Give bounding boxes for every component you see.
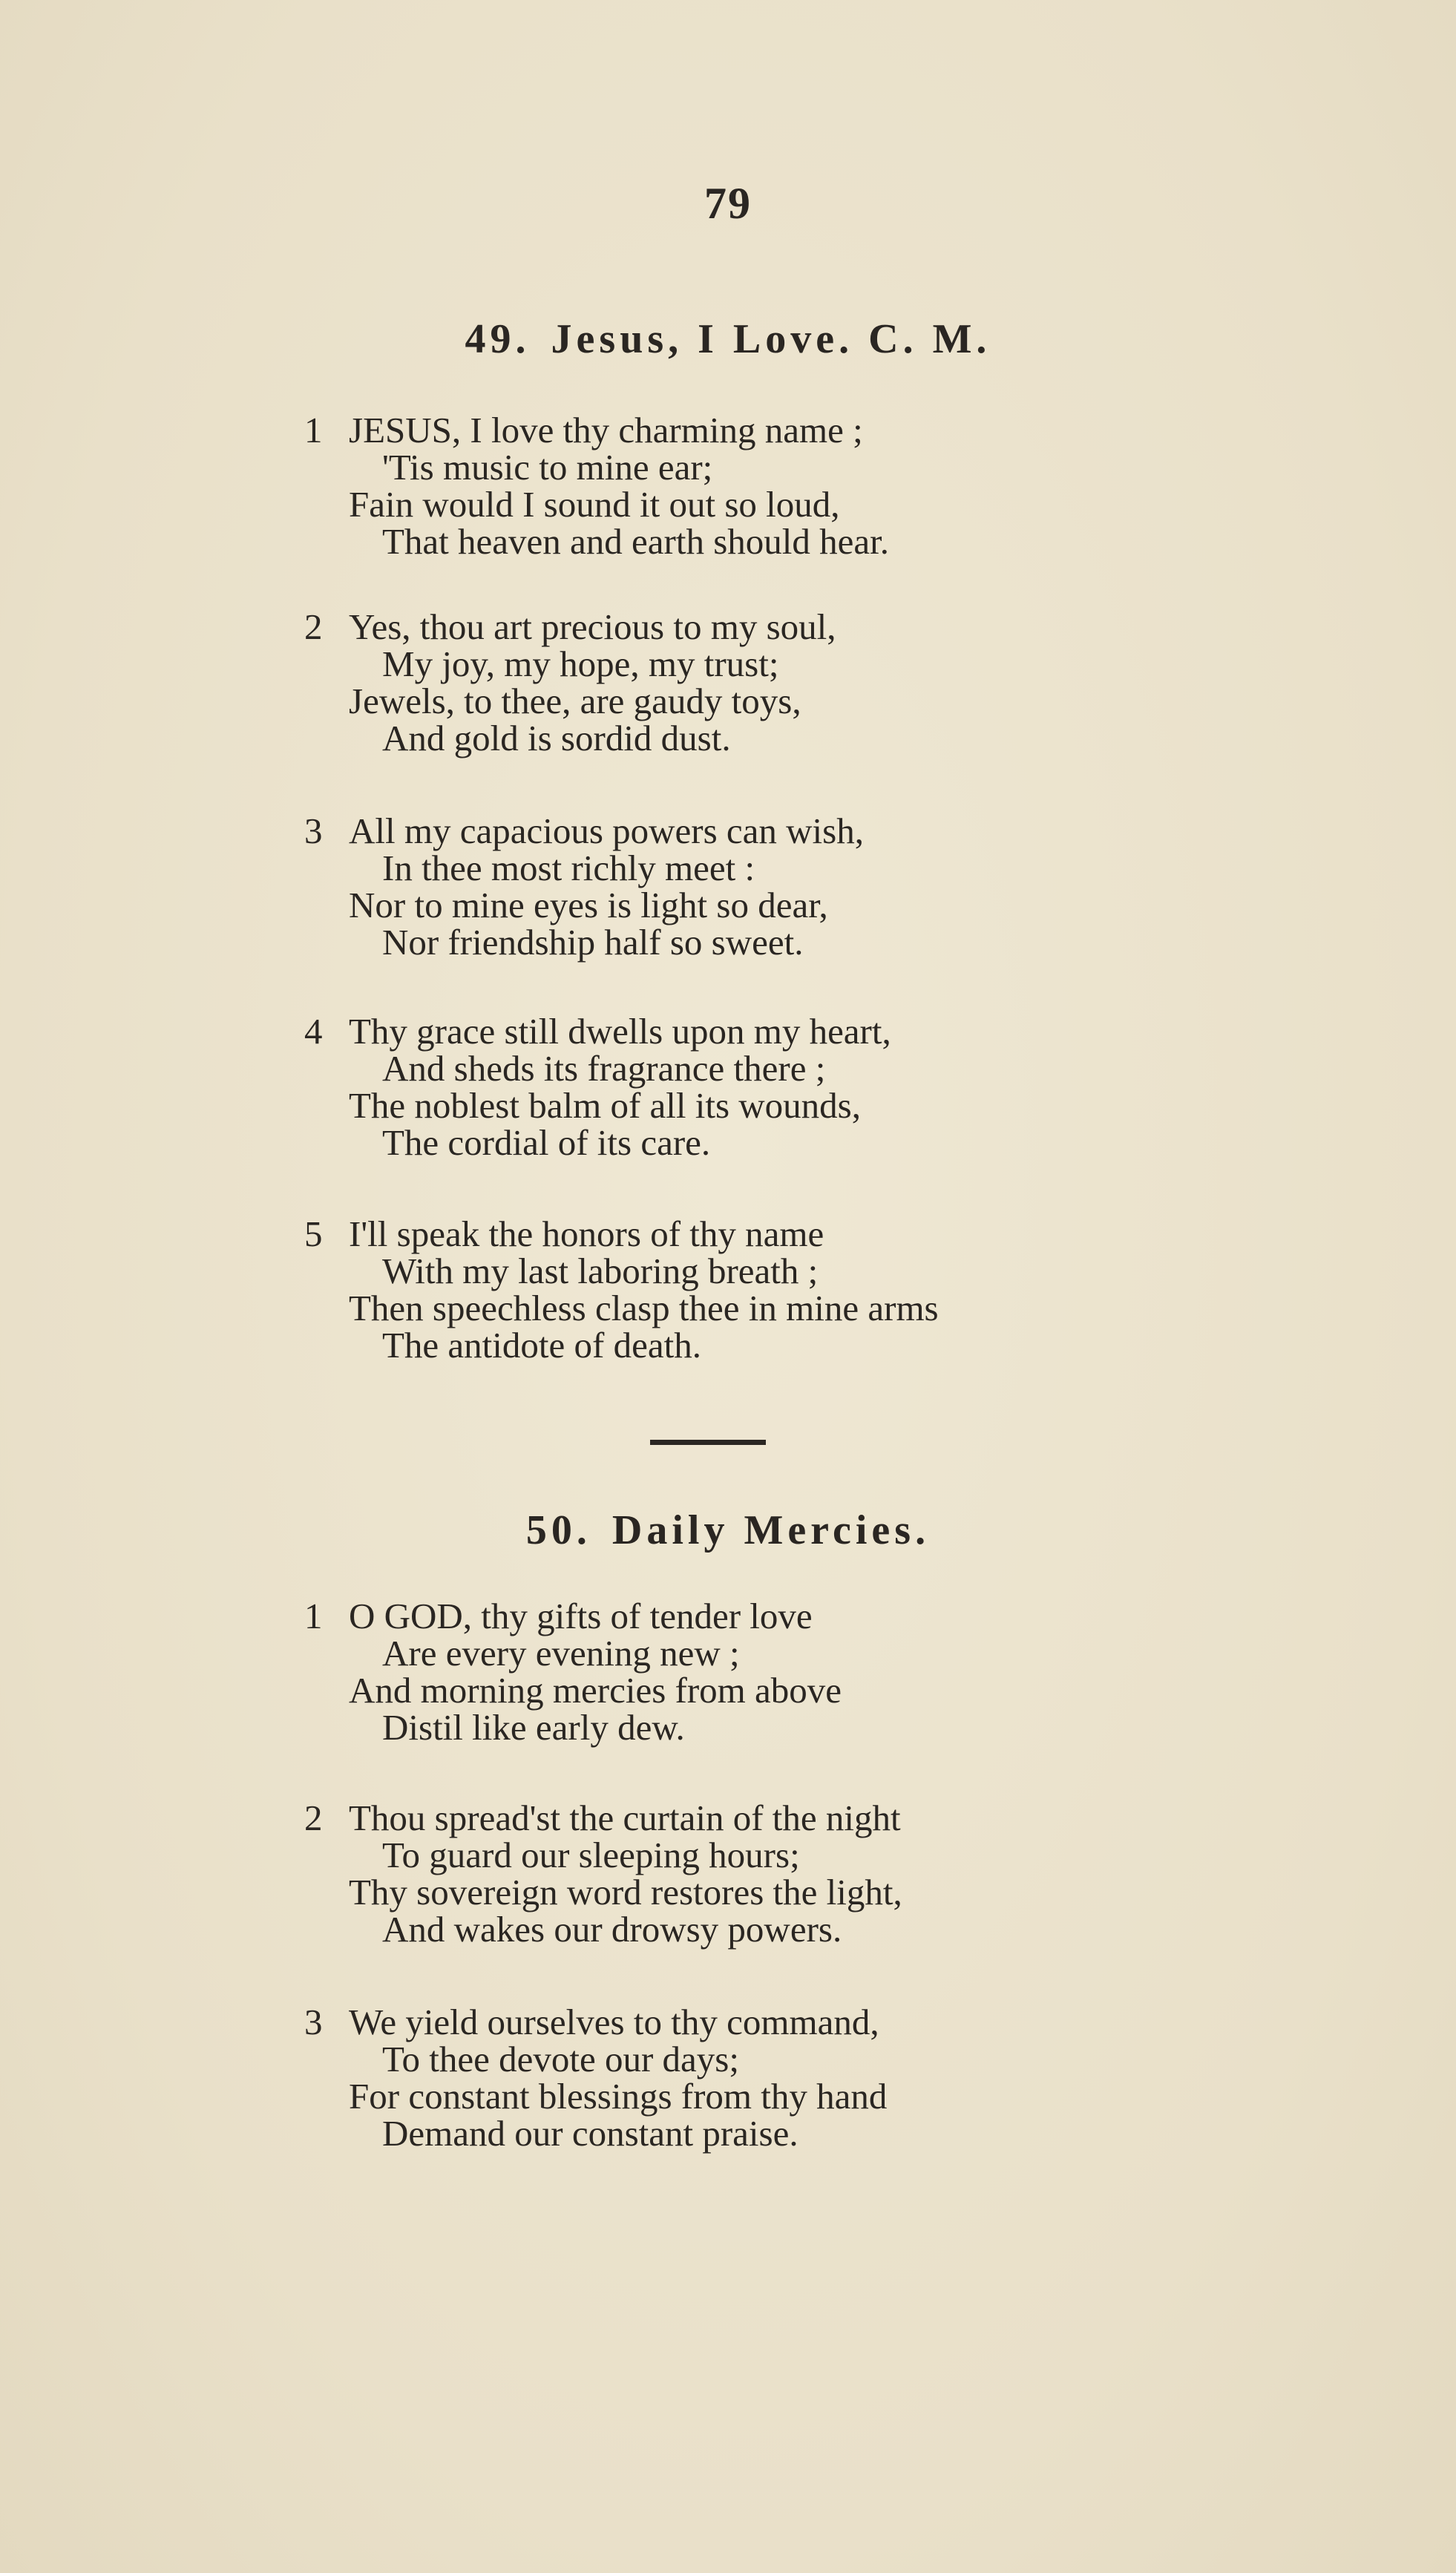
verse-line: With my last laboring breath ; bbox=[382, 1251, 819, 1291]
hymn-number: 50. bbox=[525, 1507, 591, 1553]
verse-line: And sheds its fragrance there ; bbox=[382, 1048, 826, 1089]
verse-line: I'll speak the honors of thy name bbox=[349, 1213, 824, 1254]
hymn-title bbox=[0, 315, 1456, 363]
verse-number: 5 bbox=[304, 1213, 323, 1254]
verse-line: Thy sovereign word restores the light, bbox=[349, 1872, 902, 1912]
stanza bbox=[304, 1797, 1417, 1950]
hymn-title-text: Daily Mercies. bbox=[611, 1507, 931, 1553]
stanza bbox=[304, 1013, 1417, 1161]
verse-number: 1 bbox=[304, 410, 323, 450]
verse-line: Fain would I sound it out so loud, bbox=[349, 484, 840, 525]
verse-line: Then speechless clasp thee in mine arms bbox=[349, 1288, 939, 1328]
verse-line: Nor to mine eyes is light so dear, bbox=[349, 885, 828, 925]
verse-line: For constant blessings from thy hand bbox=[349, 2076, 888, 2117]
verse-line: 'Tis music to mine ear; bbox=[382, 447, 713, 488]
section-divider bbox=[650, 1440, 766, 1445]
verse-number: 3 bbox=[304, 2002, 323, 2042]
stanza bbox=[304, 606, 1417, 758]
stanza bbox=[304, 1213, 1417, 1366]
verse-line: Nor friendship half so sweet. bbox=[382, 922, 804, 963]
verse-line: Thou spread'st the curtain of the night bbox=[349, 1797, 901, 1838]
verse-line: O GOD, thy gifts of tender love bbox=[349, 1596, 813, 1636]
verse-line: My joy, my hope, my trust; bbox=[382, 643, 779, 684]
verse-line: Are every evening new ; bbox=[382, 1633, 740, 1674]
hymn-number: 49. bbox=[465, 316, 531, 362]
verse-line: Yes, thou art precious to my soul, bbox=[349, 606, 836, 647]
verse-line: Distil like early dew. bbox=[382, 1707, 685, 1748]
verse-number: 3 bbox=[304, 810, 323, 851]
verse-line: In thee most richly meet : bbox=[382, 848, 755, 888]
verse-line: All my capacious powers can wish, bbox=[349, 810, 864, 851]
verse-line: Thy grace still dwells upon my heart, bbox=[349, 1011, 891, 1052]
verse-line: JESUS, I love thy charming name ; bbox=[349, 410, 863, 450]
verse-line: The cordial of its care. bbox=[382, 1122, 711, 1163]
hymn-title-text: Jesus, I Love. C. M. bbox=[551, 316, 991, 362]
stanza bbox=[304, 810, 1417, 963]
verse-line: And gold is sordid dust. bbox=[382, 718, 731, 758]
verse-line: And morning mercies from above bbox=[349, 1670, 842, 1711]
page-number: 79 bbox=[704, 179, 752, 228]
stanza bbox=[304, 412, 1417, 560]
stanza bbox=[304, 2004, 1417, 2152]
verse-number: 4 bbox=[304, 1011, 323, 1052]
verse-line: And wakes our drowsy powers. bbox=[382, 1909, 842, 1950]
verse-line: Demand our constant praise. bbox=[382, 2113, 798, 2154]
verse-line: We yield ourselves to thy command, bbox=[349, 2002, 879, 2042]
verse-line: The noblest balm of all its wounds, bbox=[349, 1085, 861, 1126]
verse-line: The antidote of death. bbox=[382, 1325, 701, 1366]
verse-line: To thee devote our days; bbox=[382, 2039, 739, 2079]
verse-number: 2 bbox=[304, 1797, 323, 1838]
stanza bbox=[304, 1598, 1417, 1746]
verse-line: To guard our sleeping hours; bbox=[382, 1835, 800, 1875]
verse-line: That heaven and earth should hear. bbox=[382, 521, 890, 562]
verse-line: Jewels, to thee, are gaudy toys, bbox=[349, 681, 801, 721]
verse-number: 1 bbox=[304, 1596, 323, 1636]
hymn-title bbox=[0, 1507, 1456, 1554]
verse-number: 2 bbox=[304, 606, 323, 647]
